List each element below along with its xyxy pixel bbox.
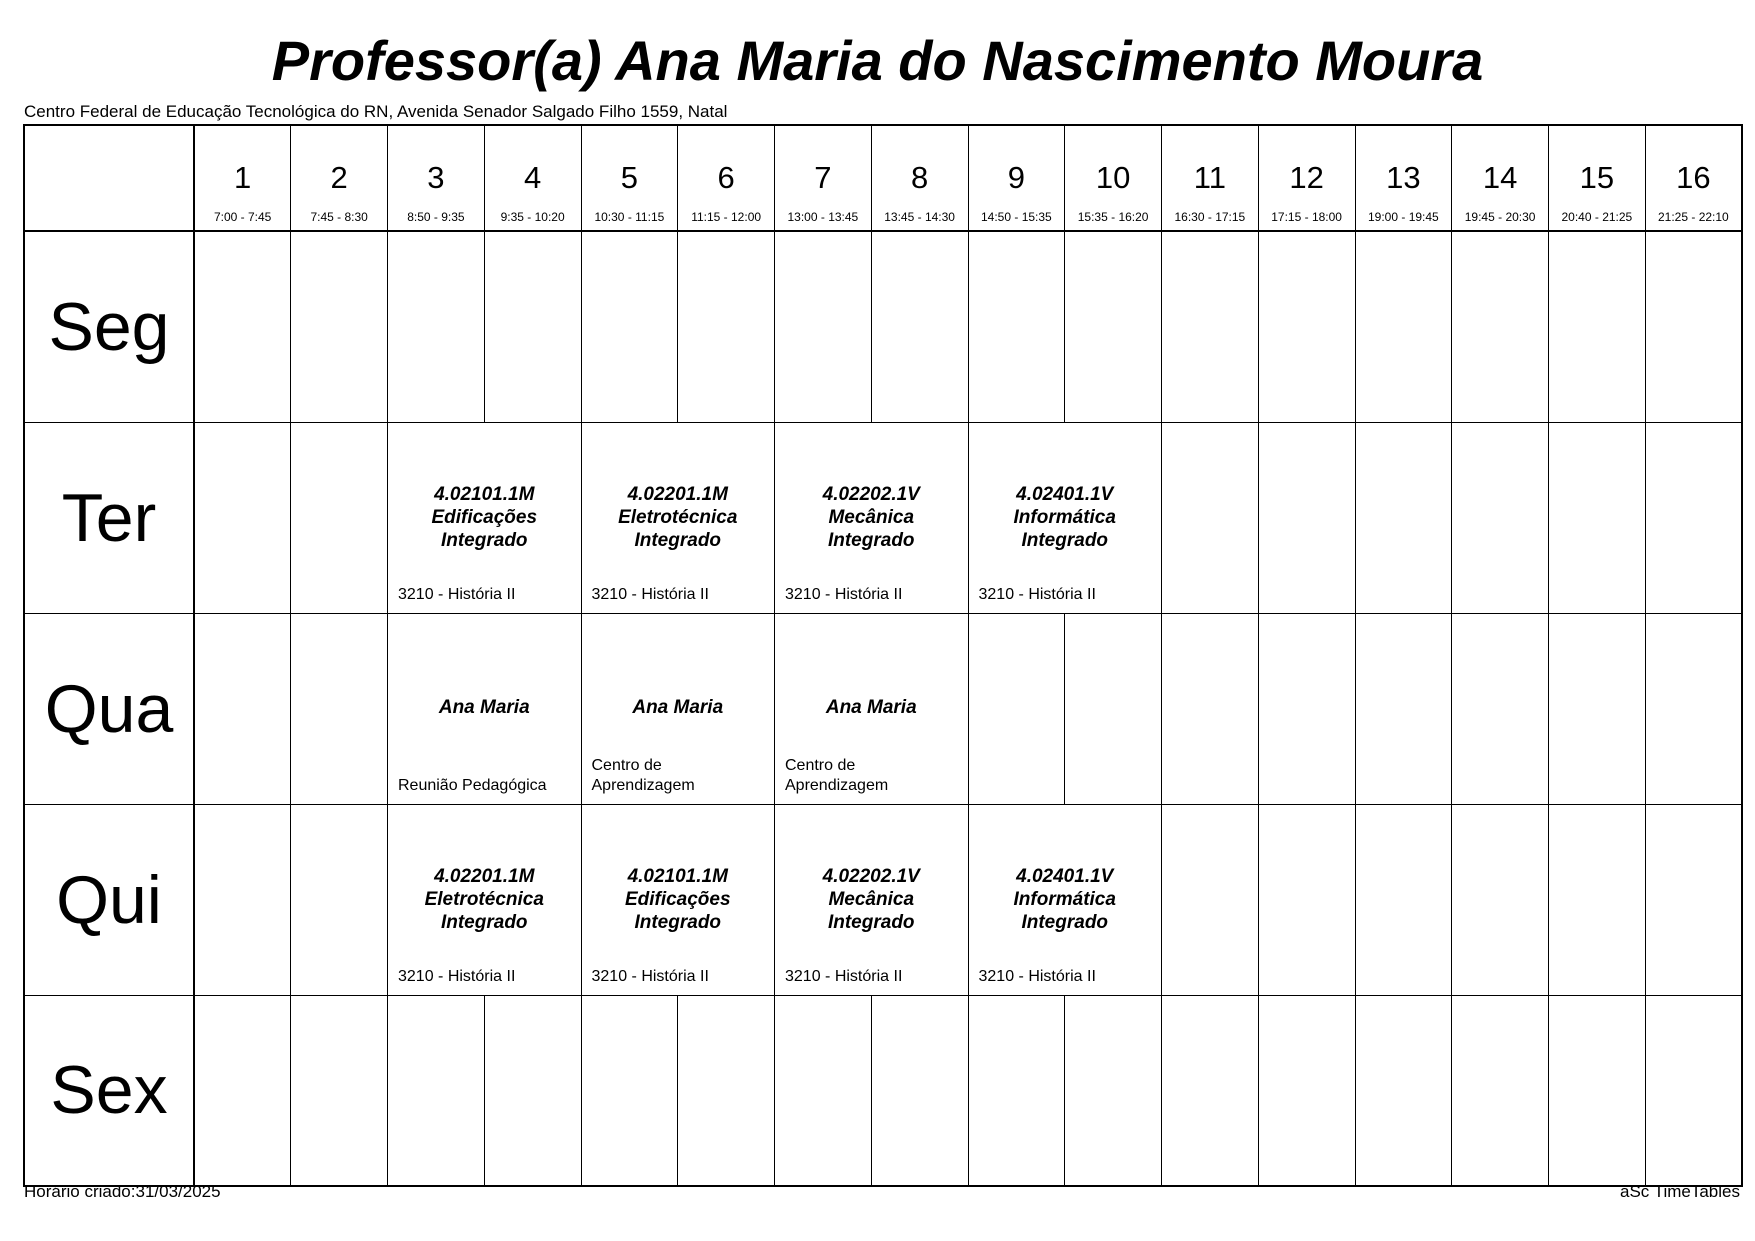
period-number: 7: [814, 160, 832, 195]
empty-slot[interactable]: [1452, 231, 1549, 422]
period-time: 14:50 - 15:35: [981, 210, 1052, 224]
class-type: Integrado: [1021, 529, 1109, 551]
period-header-9: [968, 125, 1065, 231]
empty-slot[interactable]: [1549, 613, 1646, 804]
empty-slot[interactable]: [968, 231, 1065, 422]
empty-slot[interactable]: [678, 995, 775, 1186]
period-number: 2: [330, 160, 348, 195]
day-label-cell: [24, 231, 194, 422]
period-number: 15: [1579, 160, 1615, 195]
teacher-name: Ana Maria: [632, 696, 724, 718]
class-course: Eletrotécnica: [618, 506, 738, 528]
class-course: Mecânica: [828, 888, 915, 910]
day-label-cell: [24, 995, 194, 1186]
class-code: 4.02101.1M: [627, 865, 728, 887]
empty-slot[interactable]: [484, 995, 581, 1186]
class-course: Eletrotécnica: [424, 888, 544, 910]
empty-slot[interactable]: [1549, 804, 1646, 995]
empty-slot[interactable]: [581, 231, 678, 422]
empty-slot[interactable]: [291, 613, 388, 804]
empty-slot[interactable]: [194, 231, 291, 422]
empty-slot[interactable]: [388, 231, 485, 422]
class-code: 4.02401.1V: [1016, 865, 1114, 887]
period-header-16: [1645, 125, 1742, 231]
class-type: Integrado: [827, 911, 915, 933]
period-number: 16: [1676, 160, 1711, 195]
period-number: 14: [1482, 160, 1518, 195]
empty-slot[interactable]: [291, 231, 388, 422]
period-time: 13:00 - 13:45: [787, 210, 859, 224]
empty-slot[interactable]: [1065, 995, 1162, 1186]
subject-label: 3210 - História II: [398, 585, 516, 603]
day-label: Qua: [44, 670, 174, 747]
empty-slot[interactable]: [1645, 231, 1742, 422]
day-row-qua: [24, 613, 1742, 804]
empty-slot[interactable]: [968, 613, 1065, 804]
empty-slot[interactable]: [484, 231, 581, 422]
lesson-card[interactable]: [581, 422, 775, 613]
activity-line: Centro de: [785, 756, 856, 774]
period-number: 10: [1095, 160, 1131, 195]
empty-slot[interactable]: [968, 995, 1065, 1186]
period-header-4: [484, 125, 581, 231]
empty-slot[interactable]: [1645, 995, 1742, 1186]
period-number: 12: [1289, 160, 1324, 195]
period-time: 19:45 - 20:30: [1464, 210, 1536, 224]
activity-label: [785, 756, 962, 796]
empty-slot[interactable]: [678, 231, 775, 422]
empty-slot[interactable]: [775, 995, 872, 1186]
empty-slot[interactable]: [1549, 231, 1646, 422]
empty-slot[interactable]: [194, 613, 291, 804]
day-row-ter: [24, 422, 1742, 613]
class-course: Informática: [1013, 506, 1116, 528]
empty-slot[interactable]: [1452, 804, 1549, 995]
lesson-card[interactable]: [968, 804, 1162, 995]
empty-slot[interactable]: [1355, 422, 1452, 613]
subject-label: 3210 - História II: [591, 585, 709, 603]
empty-slot[interactable]: [1162, 804, 1259, 995]
period-header-13: [1355, 125, 1452, 231]
class-code: 4.02401.1V: [1016, 483, 1114, 505]
period-header-row: [24, 125, 1742, 231]
day-label-cell: [24, 804, 194, 995]
empty-slot[interactable]: [1452, 995, 1549, 1186]
class-code: 4.02201.1M: [627, 483, 728, 505]
period-number: 6: [717, 160, 735, 195]
class-code: 4.02101.1M: [434, 483, 535, 505]
class-course: Mecânica: [828, 506, 915, 528]
empty-slot[interactable]: [581, 995, 678, 1186]
empty-slot[interactable]: [1645, 422, 1742, 613]
empty-slot[interactable]: [291, 995, 388, 1186]
period-number: 3: [427, 160, 445, 195]
subject-label: 3210 - História II: [591, 967, 709, 985]
timetable: [23, 124, 1743, 1187]
period-header-6: [678, 125, 775, 231]
period-time: 21:25 - 22:10: [1658, 210, 1729, 224]
period-header-3: [388, 125, 485, 231]
day-label-cell: [24, 613, 194, 804]
class-code: 4.02201.1M: [434, 865, 535, 887]
class-course: Edificações: [624, 888, 731, 910]
period-header-7: [775, 125, 872, 231]
period-number: 9: [1007, 160, 1025, 195]
period-time: 10:30 - 11:15: [594, 210, 665, 224]
empty-slot[interactable]: [194, 995, 291, 1186]
class-course: Informática: [1013, 888, 1116, 910]
day-label: Sex: [50, 1052, 168, 1129]
empty-slot[interactable]: [1258, 613, 1355, 804]
empty-slot[interactable]: [1355, 804, 1452, 995]
period-time: 7:45 - 8:30: [310, 210, 368, 224]
period-time: 20:40 - 21:25: [1561, 210, 1633, 224]
period-time: 11:15 - 12:00: [691, 210, 762, 224]
class-code: 4.02202.1V: [822, 483, 920, 505]
page-title: Professor(a) Ana Maria do Nascimento Moura: [271, 29, 1484, 92]
subject-label: 3210 - História II: [398, 967, 516, 985]
lesson-card[interactable]: [388, 613, 582, 804]
subject-label: 3210 - História II: [785, 585, 903, 603]
empty-slot[interactable]: [775, 231, 872, 422]
period-time: 17:15 - 18:00: [1271, 210, 1342, 224]
class-type: Integrado: [1021, 911, 1109, 933]
empty-slot[interactable]: [1065, 231, 1162, 422]
period-time: 15:35 - 16:20: [1077, 210, 1149, 224]
lesson-card[interactable]: [775, 422, 969, 613]
period-number: 5: [620, 160, 638, 195]
day-row-seg: [24, 231, 1742, 422]
empty-slot[interactable]: [871, 231, 968, 422]
subject-label: 3210 - História II: [978, 967, 1096, 985]
period-number: 4: [524, 160, 542, 195]
activity-line: Aprendizagem: [591, 776, 695, 794]
activity-line: Aprendizagem: [785, 776, 889, 794]
day-label-cell: [24, 422, 194, 613]
lesson-card[interactable]: [775, 804, 969, 995]
day-label: Qui: [56, 861, 162, 938]
empty-slot[interactable]: [1645, 804, 1742, 995]
period-number: 13: [1386, 160, 1421, 195]
class-type: Integrado: [634, 911, 722, 933]
software-credit: aSc TimeTables: [1620, 1182, 1740, 1201]
empty-slot[interactable]: [1162, 231, 1259, 422]
period-time: 7:00 - 7:45: [213, 210, 272, 224]
empty-slot[interactable]: [1162, 613, 1259, 804]
period-header-12: [1258, 125, 1355, 231]
subject-label: 3210 - História II: [785, 967, 903, 985]
activity-label: Reunião Pedagógica: [398, 776, 547, 794]
class-type: Integrado: [634, 529, 722, 551]
period-number: 1: [234, 160, 252, 195]
lesson-card[interactable]: [388, 804, 582, 995]
class-code: 4.02202.1V: [822, 865, 920, 887]
period-number: 8: [911, 160, 929, 195]
empty-slot[interactable]: [1645, 613, 1742, 804]
teacher-name: Ana Maria: [438, 696, 530, 718]
period-header-10: [1065, 125, 1162, 231]
period-time: 19:00 - 19:45: [1368, 210, 1439, 224]
period-time: 8:50 - 9:35: [407, 210, 465, 224]
empty-slot[interactable]: [1452, 422, 1549, 613]
class-type: Integrado: [827, 529, 915, 551]
day-row-sex: [24, 995, 1742, 1186]
lesson-card[interactable]: [775, 613, 969, 804]
empty-slot[interactable]: [1355, 231, 1452, 422]
empty-slot[interactable]: [1258, 804, 1355, 995]
day-label: Ter: [61, 479, 157, 556]
empty-slot[interactable]: [1452, 613, 1549, 804]
class-type: Integrado: [440, 529, 528, 551]
activity-label: [592, 756, 769, 796]
empty-slot[interactable]: [1162, 995, 1259, 1186]
activity-line: Centro de: [591, 756, 662, 774]
lesson-card[interactable]: [581, 613, 775, 804]
period-header-1: [194, 125, 291, 231]
empty-slot[interactable]: [1258, 995, 1355, 1186]
empty-slot[interactable]: [194, 422, 291, 613]
period-number: 11: [1193, 160, 1226, 195]
lesson-card[interactable]: [968, 422, 1162, 613]
empty-slot[interactable]: [1549, 422, 1646, 613]
created-date: Horário criado:31/03/2025: [24, 1182, 221, 1201]
empty-slot[interactable]: [1355, 995, 1452, 1186]
corner-cell: [24, 125, 194, 231]
empty-slot[interactable]: [871, 995, 968, 1186]
empty-slot[interactable]: [388, 995, 485, 1186]
period-header-15: [1549, 125, 1646, 231]
empty-slot[interactable]: [1549, 995, 1646, 1186]
teacher-name: Ana Maria: [825, 696, 917, 718]
school-address: Centro Federal de Educação Tecnológica do RN, Avenida Senador Salgado Filho 1559, Natal: [24, 102, 728, 121]
period-header-14: [1452, 125, 1549, 231]
period-header-8: [871, 125, 968, 231]
period-header-11: [1162, 125, 1259, 231]
period-header-2: [291, 125, 388, 231]
empty-slot[interactable]: [1355, 613, 1452, 804]
empty-slot[interactable]: [1065, 613, 1162, 804]
day-row-qui: [24, 804, 1742, 995]
empty-slot[interactable]: [194, 804, 291, 995]
empty-slot[interactable]: [1162, 422, 1259, 613]
lesson-card[interactable]: [388, 422, 582, 613]
period-time: 16:30 - 17:15: [1174, 210, 1246, 224]
empty-slot[interactable]: [1258, 422, 1355, 613]
subject-label: 3210 - História II: [978, 585, 1096, 603]
class-type: Integrado: [440, 911, 528, 933]
empty-slot[interactable]: [291, 804, 388, 995]
period-time: 13:45 - 14:30: [884, 210, 955, 224]
day-label: Seg: [48, 288, 170, 365]
period-time: 9:35 - 10:20: [500, 210, 565, 224]
empty-slot[interactable]: [1258, 231, 1355, 422]
period-header-5: [581, 125, 678, 231]
lesson-card[interactable]: [581, 804, 775, 995]
empty-slot[interactable]: [291, 422, 388, 613]
class-course: Edificações: [431, 506, 538, 528]
